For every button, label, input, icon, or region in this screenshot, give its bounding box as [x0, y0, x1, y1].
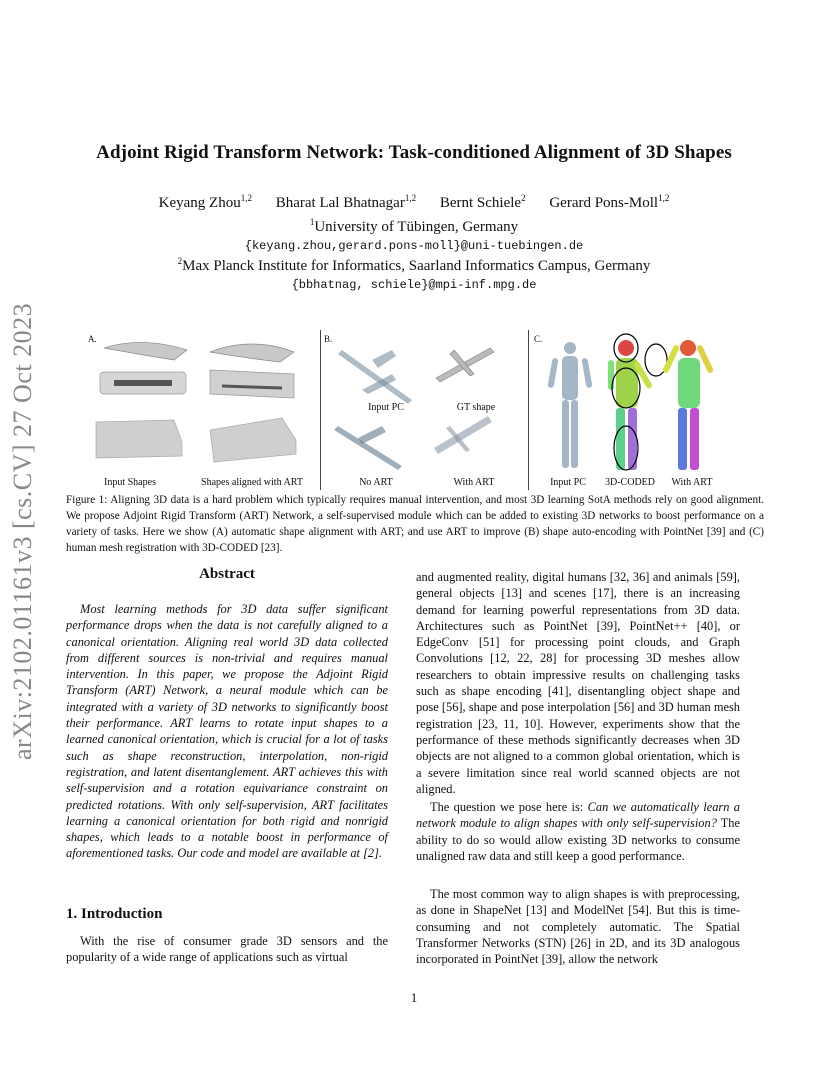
author-3: Bernt Schiele$^2$ — [439, 193, 526, 211]
right-paragraph-2: The question we pose here is: Can we automatically learn a network module to align shapes with only self-supervision? The ability to do so would allow existing 3D networks to consume unaligned raw data and still keep a good performance. — [416, 800, 741, 863]
panel-b-no-art: No ART — [359, 477, 393, 488]
author-1: Keyang Zhou$^{1,2}$ — [158, 193, 252, 211]
affiliation-1: $^1$University of Tübingen, Germany — [309, 217, 519, 235]
panel-a-illustration — [82, 330, 320, 478]
right-paragraph-1: and augmented reality, digital humans [32, 36] and animals [59], general objects [13] and scenes [17], there is an increasing demand for learning powerful representations from 3D data. Architectures such as PointNet [39], PointNet++ [40], or EdgeConv [51] for processing point clouds, and Graph Convolutions [12, 22, 28] for processing 3D meshes allow researchers to obtain impressive results on challenging tasks such as shape encoding [41], disentangling object shape and pose [56], shape and pose interpolation [56] and 3D human mesh registration [23, 11, 10]. However, experiments show that the performance of these methods significantly decreases when 3D objects are not aligned to a common global orientation, which is a severe limitation since real world scanned objects are not aligned. — [416, 570, 740, 796]
panel-c-input-pc: Input PC — [550, 477, 586, 488]
right-paragraph-3: The most common way to align shapes is with preprocessing, as done in ShapeNet [13] and ModelNet [54]. But this is time-consuming and not completely automatic. The Spatial Transformer Networks (STN) [26] in 2D, and its 3D analogous incorporated in PointNet [39], allow the network — [416, 887, 740, 967]
page-number: 1 — [410, 990, 418, 1005]
panel-b-input-pc: Input PC — [368, 402, 404, 413]
paper-title: Adjoint Rigid Transform Network: Task-conditioned Alignment of 3D Shapes — [96, 142, 732, 163]
email-1: {keyang.zhou,gerard.pons-moll}@uni-tuebingen.de — [244, 239, 584, 253]
panel-a-caption-input: Input Shapes — [104, 477, 156, 488]
panel-a-label: A. — [88, 334, 97, 344]
email-2: {bbhatnag, schiele}@mpi-inf.mpg.de — [291, 278, 537, 292]
panel-b-gt-shape: GT shape — [456, 402, 496, 413]
panel-c-3d-coded: 3D-CODED — [605, 477, 655, 488]
intro-heading: 1. Introduction — [66, 906, 163, 922]
panel-c-with-art: With ART — [671, 477, 713, 488]
arxiv-stamp: arXiv:2102.01161v3 [cs.CV] 27 Oct 2023 — [8, 302, 37, 760]
abstract-heading: Abstract — [199, 566, 255, 582]
figure-caption: Figure 1: Aligning 3D data is a hard problem which typically requires manual intervention, and most 3D learning SotA methods rely on good alignment. We propose Adjoint Rigid Transform (ART) Network, a self-supervised module which can be added to existing 3D networks to boost performance on a variety of tasks. Here we show (A) automatic shape alignment with ART; and use ART to improve (B) shape auto-encoding with PointNet [39] and (C) human mesh registration with 3D-CODED [23]. — [66, 494, 764, 554]
affiliation-2: $^2$Max Planck Institute for Informatics, Saarland Informatics Campus, Germany — [177, 256, 651, 274]
panel-c-illustration — [528, 330, 744, 478]
author-2: Bharat Lal Bhatnagar$^{1,2}$ — [275, 193, 417, 211]
abstract-text: Most learning methods for 3D data suffer significant performance drops when the data is not carefully aligned to a canonical orientation. Aligning real world 3D data collected from different sources is non-trivial and requires manual intervention. In this paper, we propose the Adjoint Rigid Transform (ART) Network, a neural module which can be integrated with a variety of 3D networks to significantly boost their performance. ART learns to rotate input shapes to a learned canonical orientation, which is crucial for a lot of tasks such as shape reconstruction, interpolation, non-rigid registration, and latent disentanglement. ART achieves this with self-supervision and a rotation equivariance constraint on predicted rotations. With only self-supervision, ART facilitates learning a canonical orientation for both rigid and nonrigid shapes, which leads to a notable boost in performance of aforementioned tasks. Our code and model are available at [2]. — [66, 602, 388, 861]
figure-1 — [82, 330, 744, 490]
panel-a-caption-aligned: Shapes aligned with ART — [201, 477, 303, 488]
panel-b-with-art: With ART — [453, 477, 495, 488]
figure-divider-1 — [320, 330, 321, 490]
intro-paragraph-1: With the rise of consumer grade 3D sensors and the popularity of a wide range of applications such as virtual — [66, 934, 388, 965]
panel-b-label: B. — [324, 334, 333, 344]
panel-c-label: C. — [534, 334, 543, 344]
author-list — [0, 193, 828, 212]
author-4: Gerard Pons-Moll$^{1,2}$ — [549, 193, 670, 211]
